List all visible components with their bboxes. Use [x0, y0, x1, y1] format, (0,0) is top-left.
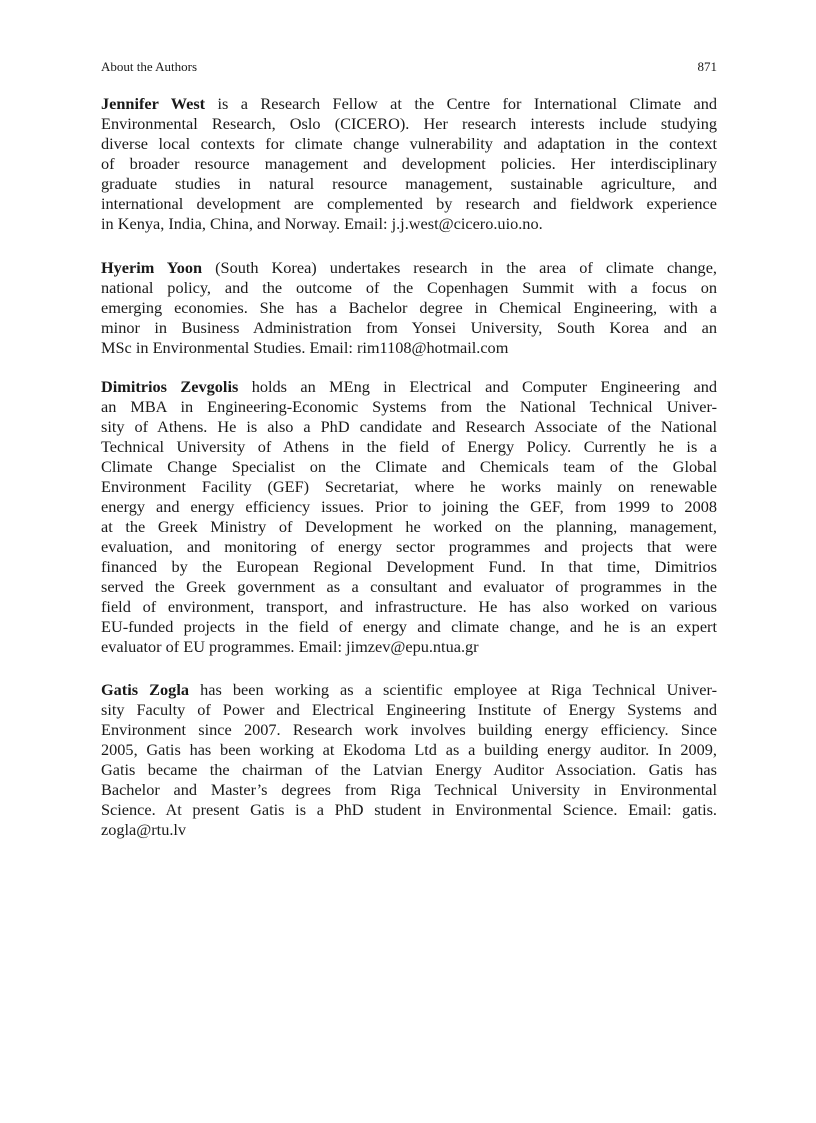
author-bio-hyerim-yoon: Hyerim Yoon (South Korea) undertakes research in the area of climate change, national policy, and the outcome of the Copenhagen Summit with a focus on emerging economies. She has a Bachelor degree in Chemical Engineering, with a minor in Business Administration from Yonsei University, South Korea and an MSc in Environmental Studies. Email: rim1108@hotmail.com — [101, 258, 717, 357]
author-email-line: in Kenya, India, China, and Norway. Email: j.j.west@cicero.uio.no. — [101, 214, 543, 233]
running-title: About the Authors — [101, 59, 198, 74]
author-name: Jennifer West — [101, 94, 206, 113]
running-header — [101, 58, 717, 76]
author-name: Hyerim Yoon — [101, 258, 203, 277]
author-email-line: evaluator of EU programmes. Email: jimzev@epu.ntua.gr — [101, 637, 479, 656]
author-name: Dimitrios Zevgolis — [101, 377, 239, 396]
author-bio-jennifer-west: Jennifer West is a Research Fellow at the Centre for International Climate and Environmental Research, Oslo (CICERO). Her research interests include studying diverse local contexts for climate change vulnerability and adaptation in the context of broader resource management and development policies. Her interdisciplinary graduate studies in natural resource management, sustainable agriculture, and international development are complemented by research and fieldwork experience in Kenya, India, China, and Norway. Email: j.j.west@cicero.uio.no. — [101, 94, 717, 233]
page-number: 871 — [697, 59, 717, 74]
author-email-line: MSc in Environmental Studies. Email: rim1108@hotmail.com — [101, 338, 509, 357]
author-bio-gatis-zogla: Gatis Zogla has been working as a scientific employee at Riga Technical Univer- sity Faculty of Power and Electrical Engineering Institute of Energy Systems and Environment since 2007. Research work involves building energy efficiency. Since 2005, Gatis has been working at Ekodoma Ltd as a building energy auditor. In 2009, Gatis became the chairman of the Latvian Energy Auditor Association. Gatis has Bachelor and Master’s degrees from Riga Technical University in Environmental Science. At present Gatis is a PhD student in Environmental Science. Email: gatis. zogla@rtu.lv — [101, 680, 717, 839]
author-bio-dimitrios-zevgolis: Dimitrios Zevgolis holds an MEng in Electrical and Computer Engineering and an MBA in Engineering-Economic Systems from the National Technical Univer- sity of Athens. He is also a PhD candidate and Research Associate of the National Technical University of Athens in the field of Energy Policy. Currently he is a Climate Change Specialist on the Climate and Chemicals team of the Global Environment Facility (GEF) Secretariat, where he works mainly on renewable energy and energy efficiency issues. Prior to joining the GEF, from 1999 to 2008 at the Greek Ministry of Development he worked on the planning, management, evaluation, and monitoring of energy sector programmes and projects that were financed by the European Regional Development Fund. In that time, Dimitrios served the Greek government as a consultant and evaluator of programmes in the field of environment, transport, and infrastructure. He has also worked on various EU-funded projects in the field of energy and climate change, and he is an expert evaluator of EU programmes. Email: jimzev@epu.ntua.gr — [101, 377, 717, 656]
author-email-line: zogla@rtu.lv — [101, 820, 187, 839]
author-name: Gatis Zogla — [101, 680, 189, 699]
